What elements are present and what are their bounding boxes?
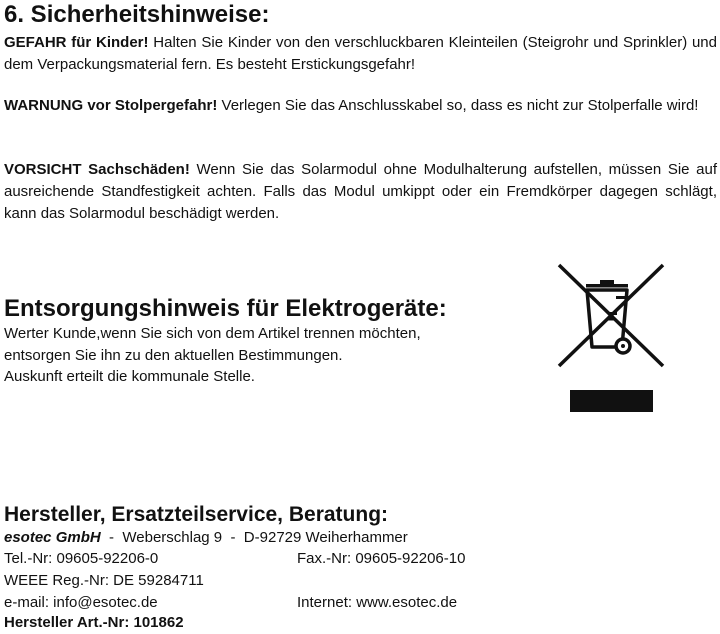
company-name: esotec GmbH (4, 529, 101, 546)
warning-paragraph-tripping (4, 95, 717, 117)
fax-number: Fax.-Nr: 09605-92206-10 (297, 550, 466, 567)
company-address (4, 528, 408, 548)
address: - Weberschlag 9 - D-92729 Weiherhammer (100, 529, 408, 546)
warning-label: WARNUNG vor Stolpergefahr! (4, 97, 218, 114)
email-address: e-mail: info@esotec.de (4, 594, 158, 611)
warning-text: Wenn Sie das Solarmodul ohne Modulhalterung aufstellen, müssen Sie auf ausreichende Standfestigkeit achten. Falls das Modul umkippt oder ein Fremdkörper dagegen schlägt, kann das Solarmodul beschädigt werden. (4, 161, 717, 222)
warning-text: Verlegen Sie das Anschlusskabel so, dass es nicht zur Stolperfalle wird! (217, 97, 699, 114)
warning-paragraph-children (4, 32, 717, 76)
warning-paragraph-damage (4, 159, 717, 225)
article-number: Hersteller Art.-Nr: 101862 (4, 614, 184, 631)
telephone-number: Tel.-Nr: 09605-92206-0 (4, 550, 159, 567)
disposal-line: Auskunft erteilt die kommunale Stelle. (4, 368, 255, 385)
disposal-text (4, 323, 421, 388)
manufacturer-section-title: Hersteller, Ersatzteilservice, Beratung: (4, 503, 389, 526)
safety-section-title: 6. Sicherheitshinweise: (4, 1, 270, 28)
disposal-line: entsorgen Sie ihn zu den aktuellen Bestimmungen. (4, 346, 343, 364)
website-address: Internet: www.esotec.de (297, 594, 458, 611)
disposal-line: Werter Kunde,wenn Sie sich von dem Artikel trennen möchten, (4, 325, 421, 342)
disposal-section-title: Entsorgungshinweis für Elektrogeräte: (4, 295, 447, 322)
warning-label: GEFAHR für Kinder! (4, 34, 149, 51)
crossed-out-wheelie-bin-icon (556, 262, 666, 414)
warning-text: Halten Sie Kinder von den verschluckbaren Kleinteilen (Steigrohr und Sprinkler) und dem Verpackungsmaterial fern. Es besteht Erstickungsgefahr! (4, 34, 717, 73)
weee-registration: WEEE Reg.-Nr: DE 59284711 (4, 572, 204, 589)
warning-label: VORSICHT Sachschäden! (4, 161, 190, 178)
